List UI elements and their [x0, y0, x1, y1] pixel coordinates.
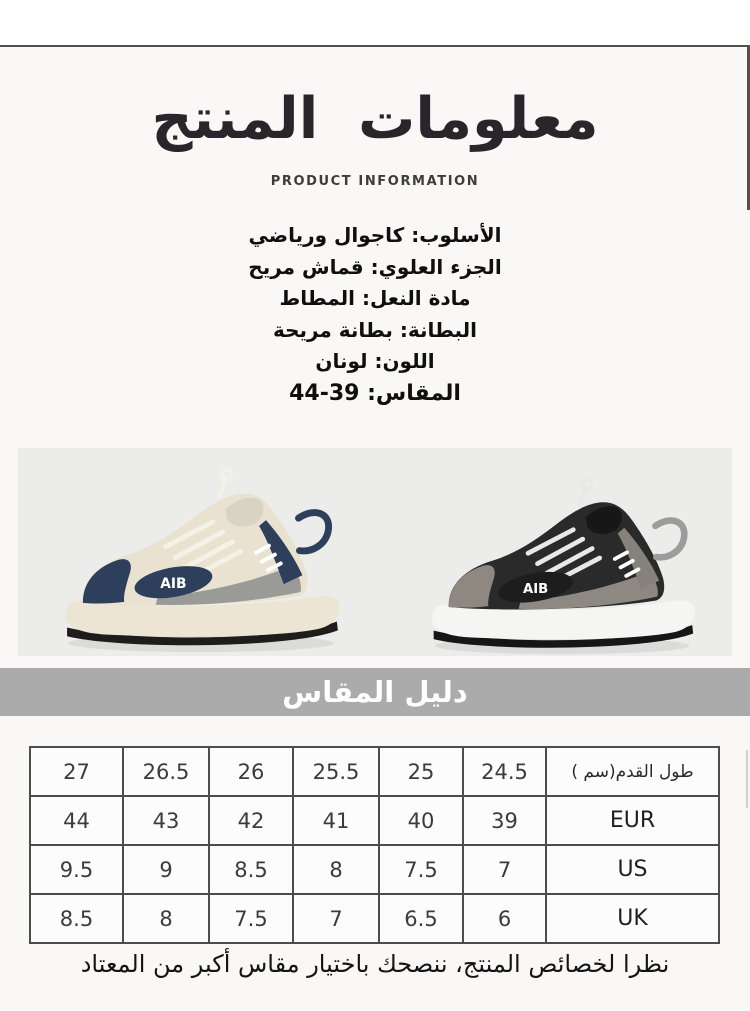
- heel-pull-loop: [655, 521, 684, 558]
- cell: 7.5: [379, 845, 463, 894]
- cell: 27: [30, 747, 123, 796]
- cell: 26.5: [123, 747, 209, 796]
- lace-loop: [582, 480, 591, 489]
- size-guide-banner: دليل المقاس: [0, 668, 750, 716]
- table-row-us: [30, 845, 719, 894]
- toe-cap-shape: [83, 559, 131, 603]
- size-conversion-table: [29, 746, 720, 944]
- sneaker-image-right: [416, 474, 708, 658]
- cell: 41: [293, 796, 379, 845]
- cell: 6.5: [379, 894, 463, 943]
- spec-color: اللون: لونان: [315, 349, 435, 373]
- cell: 6: [463, 894, 546, 943]
- cell: 25.5: [293, 747, 379, 796]
- heel-pull-loop: [298, 513, 328, 551]
- cell: 44: [30, 796, 123, 845]
- sizing-advice-note: نظرا لخصائص المنتج، ننصحك باختيار مقاس أكبر من المعتاد: [80, 950, 670, 978]
- logo-text: AIB: [522, 581, 549, 597]
- cell: 9: [123, 845, 209, 894]
- top-divider-line: [0, 45, 750, 47]
- table-row-foot-length: [30, 747, 719, 796]
- spec-lining: البطانة: بطانة مريحة: [272, 317, 478, 342]
- cell: 40: [379, 796, 463, 845]
- row-label-eur: EUR: [546, 796, 719, 845]
- spec-sole-material: مادة النعل: المطاط: [279, 286, 471, 310]
- cell: 39: [463, 796, 546, 845]
- cell: 43: [123, 796, 209, 845]
- page-subtitle: PRODUCT INFORMATION: [270, 174, 480, 189]
- table-row-eur: [30, 796, 719, 845]
- cell: 8.5: [209, 845, 293, 894]
- row-label-uk: UK: [546, 894, 719, 943]
- product-specs-list: [0, 220, 750, 409]
- cell: 7: [293, 894, 379, 943]
- cell: 8.5: [30, 894, 123, 943]
- cell: 7.5: [209, 894, 293, 943]
- table-row-uk: [30, 894, 719, 943]
- spec-size-range: المقاس: 39-44: [289, 380, 461, 406]
- cell: 24.5: [463, 747, 546, 796]
- logo-text: AIB: [160, 576, 187, 593]
- row-label-us: US: [546, 845, 719, 894]
- cell: 7: [463, 845, 546, 894]
- cell: 42: [209, 796, 293, 845]
- spec-upper: الجزء العلوي: قماش مريح: [248, 254, 502, 279]
- cell: 25: [379, 747, 463, 796]
- row-label-foot-length: طول القدم(سم ): [546, 747, 719, 796]
- product-photos-panel: [18, 448, 732, 656]
- cell: 26: [209, 747, 293, 796]
- page-title: معلومات المنتج: [151, 86, 599, 152]
- right-edge-faint-line: [746, 750, 748, 808]
- cell: 8: [293, 845, 379, 894]
- cell: 8: [123, 894, 209, 943]
- cell: 9.5: [30, 845, 123, 894]
- toe-cap-shape: [449, 565, 495, 607]
- spec-style: الأسلوب: كاجوال ورياضي: [248, 223, 502, 247]
- sneaker-image-left: [50, 464, 352, 656]
- top-white-strip: [0, 0, 750, 45]
